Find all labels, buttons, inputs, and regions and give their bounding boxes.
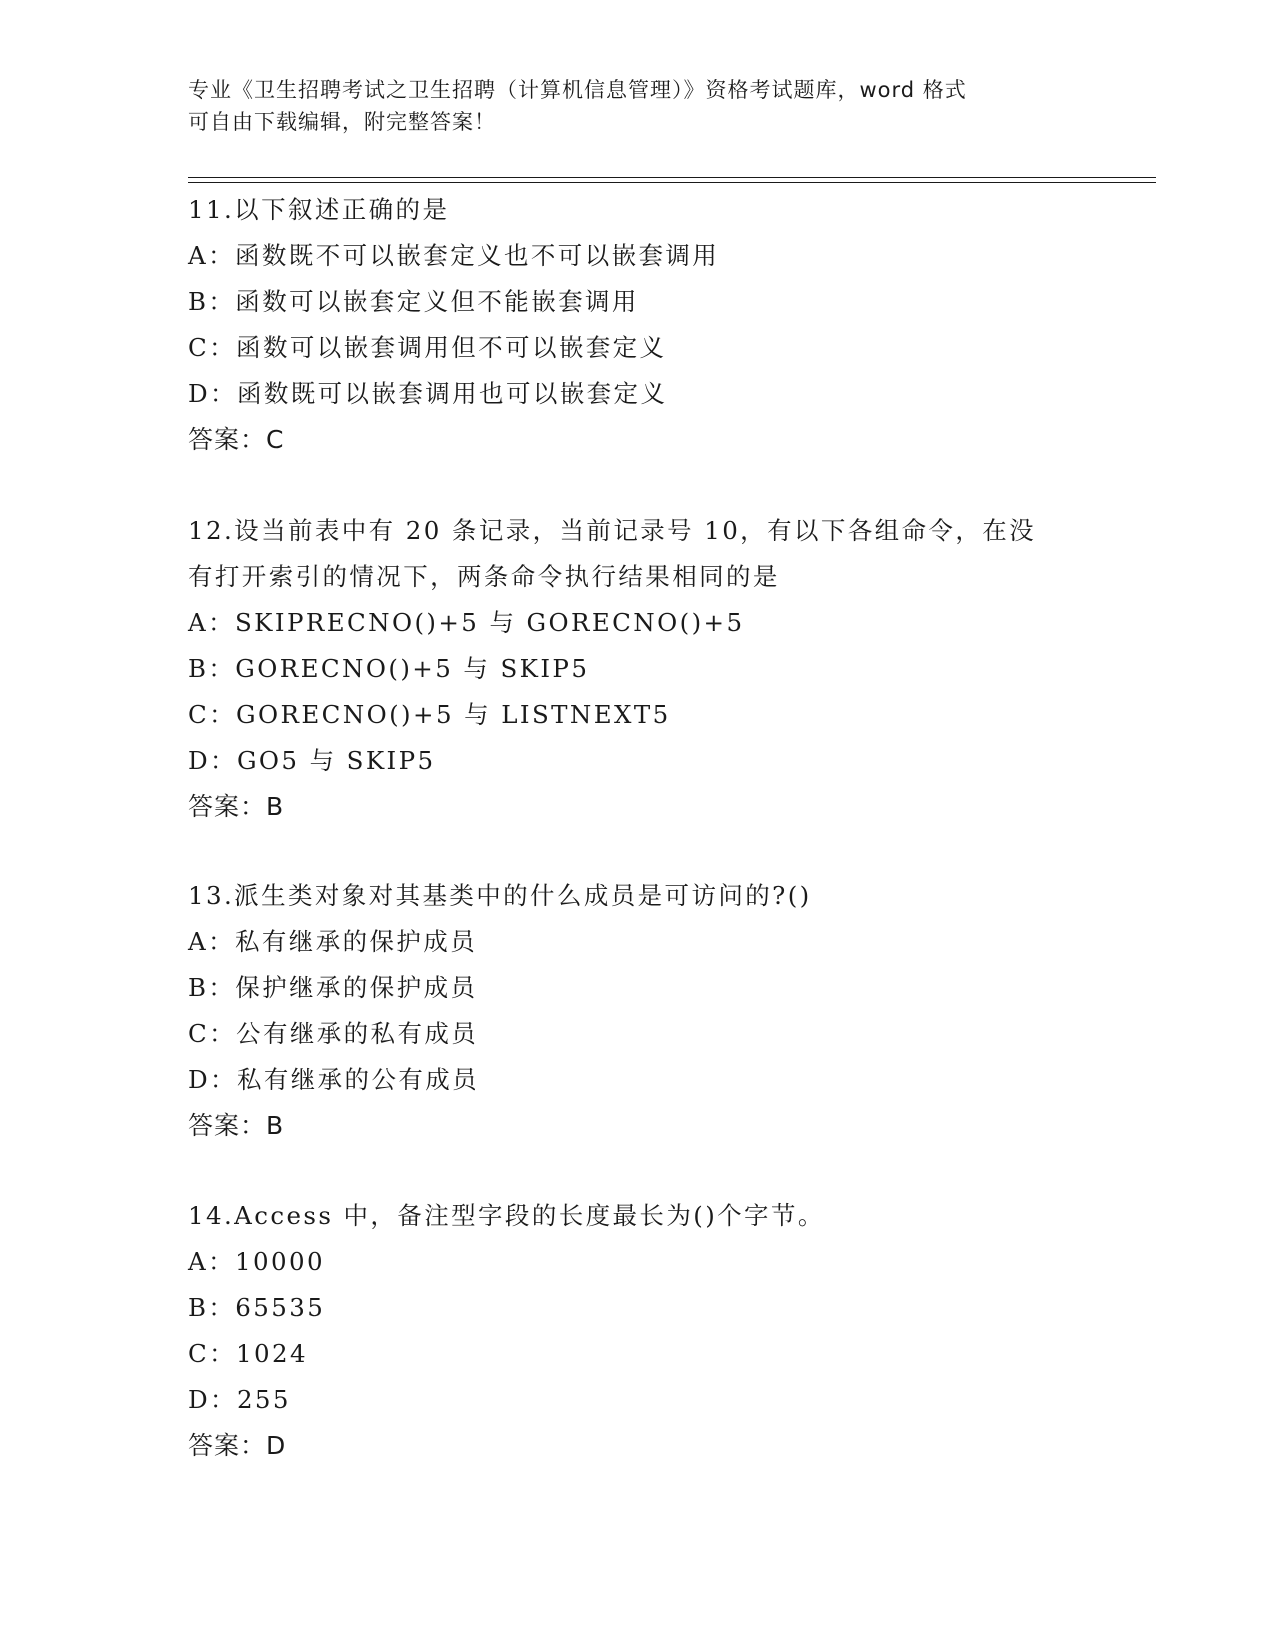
question-title: 14.Access 中，备注型字段的长度最长为()个字节。 [188,1201,825,1230]
option-d: D：私有继承的公有成员 [188,1065,480,1094]
option-b: B：GORECNO()+5 与 SKIP5 [188,654,590,683]
option-a: A：私有继承的保护成员 [188,927,478,956]
document-header [188,74,1068,138]
option-a: A：函数既不可以嵌套定义也不可以嵌套调用 [188,241,720,270]
answer-line: 答案：C [188,425,285,454]
header-line-1: 专业《卫生招聘考试之卫生招聘（计算机信息管理）》资格考试题库，word 格式 [188,78,967,102]
answer-line: 答案：B [188,792,285,821]
header-line-2: 可自由下载编辑，附完整答案！ [188,110,496,134]
option-a: A：10000 [188,1247,325,1276]
question-11 [188,187,1088,463]
question-title-line-2: 有打开索引的情况下，两条命令执行结果相同的是 [188,562,780,591]
option-c: C：公有继承的私有成员 [188,1019,479,1048]
question-13 [188,873,1088,1149]
answer-line: 答案：B [188,1111,285,1140]
question-12 [188,508,1088,830]
question-14 [188,1193,1088,1469]
option-b: B：保护继承的保护成员 [188,973,478,1002]
option-d: D：函数既可以嵌套调用也可以嵌套定义 [188,379,668,408]
header-divider-bottom [188,182,1156,183]
question-title: 11.以下叙述正确的是 [188,195,450,224]
option-b: B：65535 [188,1293,326,1322]
option-c: C：1024 [188,1339,308,1368]
option-d: D：255 [188,1385,291,1414]
option-c: C：GORECNO()+5 与 LISTNEXT5 [188,700,671,729]
option-a: A：SKIPRECNO()+5 与 GORECNO()+5 [188,608,745,637]
answer-line: 答案：D [188,1431,287,1460]
question-title-line-1: 12.设当前表中有 20 条记录，当前记录号 10，有以下各组命令，在没 [188,516,1037,545]
option-d: D：GO5 与 SKIP5 [188,746,436,775]
option-c: C：函数可以嵌套调用但不可以嵌套定义 [188,333,667,362]
option-b: B：函数可以嵌套定义但不能嵌套调用 [188,287,639,316]
header-divider-top [188,177,1156,178]
question-title: 13.派生类对象对其基类中的什么成员是可访问的?() [188,881,812,910]
